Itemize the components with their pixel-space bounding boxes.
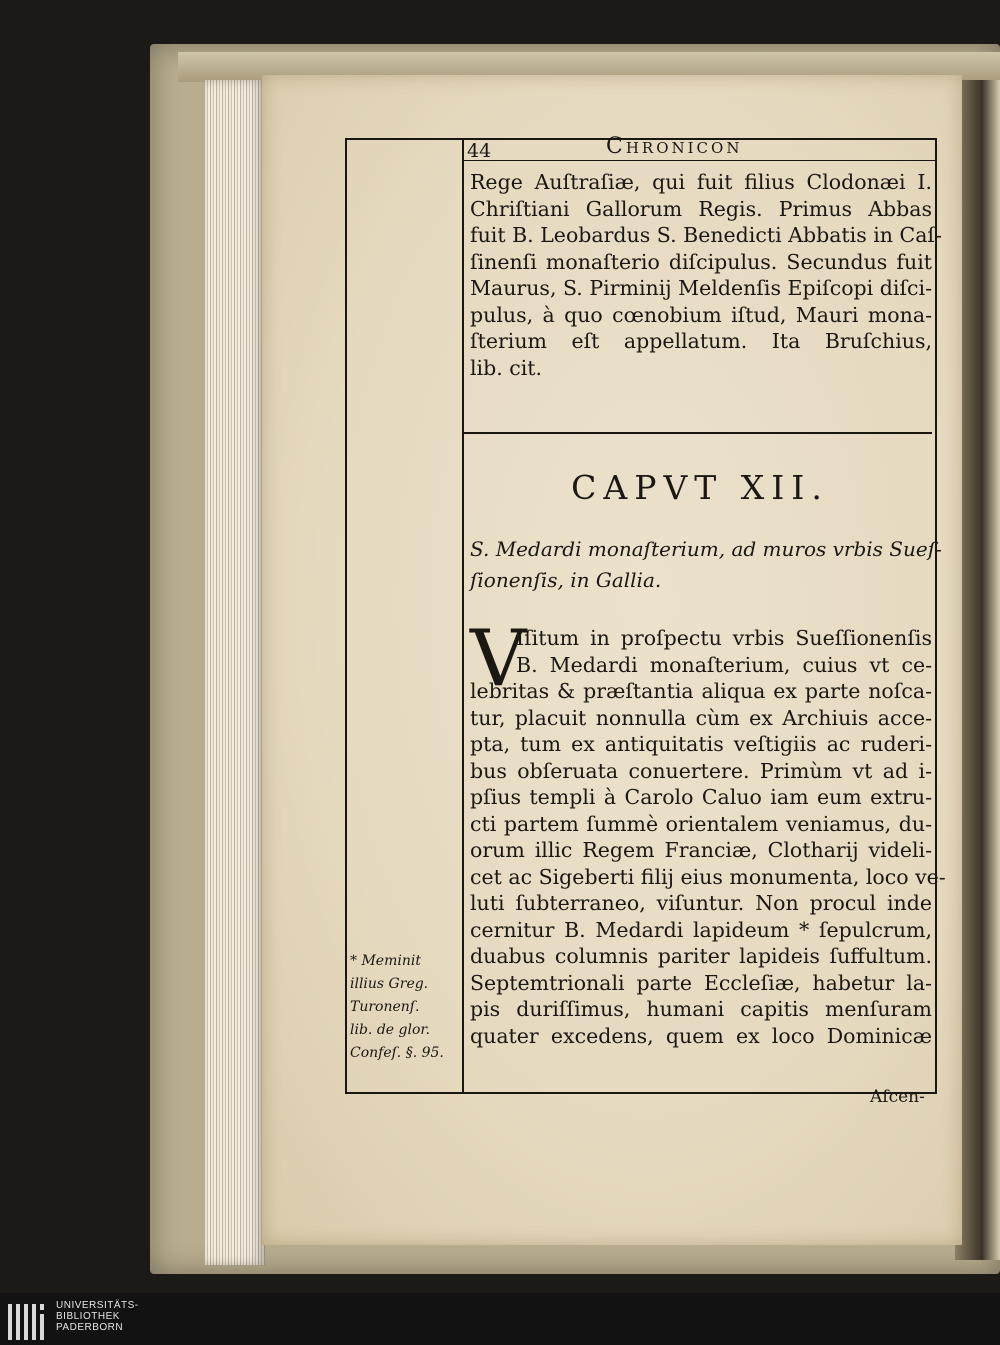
text-line: orum illic Regem Franciæ, Clotharij videli-	[470, 838, 932, 862]
margin-note-line: illius Greg.	[350, 976, 429, 992]
text-line: cet ac Sigeberti filij eius monumenta, loco ve-	[470, 864, 946, 889]
library-footer-bar	[0, 1293, 1000, 1345]
chapter-subtitle-line: ſionenſis, in Gallia.	[470, 568, 662, 592]
text-line: Chriſtiani Gallorum Regis. Primus Abbas	[470, 196, 932, 221]
library-logo-icon	[8, 1300, 52, 1340]
text-line: B. Medardi monaſterium, cuius vt ce-	[516, 652, 932, 677]
text-line: cti partem ſummè orientalem veniamus, du-	[470, 811, 932, 836]
text-line: lebritas & præſtantia aliqua ex parte noſca-	[470, 679, 932, 703]
margin-note-line: lib. de glor.	[350, 1022, 430, 1038]
text-line: pta, tum ex antiquitatis veſtigiis ac ruderi-	[470, 732, 932, 756]
header-rule	[462, 160, 935, 161]
text-line: tur, placuit nonnulla cùm ex Archiuis acce-	[470, 705, 932, 730]
page-number: 44	[467, 140, 492, 162]
margin-note-line: Turonenſ.	[350, 999, 420, 1015]
text-line: lib. cit.	[470, 355, 543, 380]
chapter-title: CAPVT XII.	[571, 468, 829, 507]
text-line: fuit B. Leobardus S. Benedicti Abbatis in Caſ-	[470, 223, 942, 247]
frame-rule-bottom	[345, 1092, 937, 1094]
chapter-subtitle-line: S. Medardi monaſterium, ad muros vrbis Sueſ-	[470, 537, 942, 561]
page-stack-edge	[205, 80, 265, 1265]
text-line: pſius templi à Carolo Caluo iam eum extru-	[470, 785, 932, 809]
frame-rule-right	[935, 138, 937, 1093]
margin-note-line: Confeſ. §. 95.	[350, 1045, 444, 1061]
text-line: bus obſeruata conuertere. Primùm vt ad i-	[470, 758, 932, 783]
text-line: luti ſubterraneo, viſuntur. Non procul inde	[470, 891, 932, 915]
margin-column-rule	[462, 138, 464, 1093]
text-line: duabus columnis pariter lapideis ſuffultum.	[470, 944, 932, 968]
text-line: ſinenſi monaſterio diſcipulus. Secundus fuit	[470, 249, 932, 274]
text-line: Maurus, S. Pirminij Meldenſis Epiſcopi diſci-	[470, 276, 932, 300]
library-name-line: BIBLIOTHEK	[56, 1311, 120, 1322]
catchword: Aſcen-	[870, 1087, 925, 1107]
text-line: Rege Auſtraſiæ, qui fuit filius Clodonæi I.	[470, 170, 932, 194]
text-line: cernitur B. Medardi lapideum * ſepulcrum,	[470, 917, 932, 942]
text-line: Iſitum in proſpectu vrbis Sueſſionenſis	[516, 626, 932, 650]
margin-note-line: * Meminit	[350, 953, 421, 969]
running-head: Chronicon	[606, 134, 743, 159]
text-line: quater excedens, quem ex loco Dominicæ	[470, 1023, 932, 1048]
text-line: pulus, à quo cœnobium iſtud, Mauri mona-	[470, 302, 932, 327]
drop-capital: V	[470, 614, 527, 704]
library-name-line: UNIVERSITÄTS-	[56, 1300, 139, 1311]
frame-rule-left	[345, 138, 347, 1093]
library-name-line: PADERBORN	[56, 1322, 124, 1333]
text-line: ſterium eſt appellatum. Ita Bruſchius,	[470, 329, 932, 353]
text-line: Septemtrionali parte Eccleſiæ, habetur la-	[470, 970, 932, 995]
section-divider	[464, 432, 932, 434]
text-line: pis duriſſimus, humani capitis menſuram	[470, 997, 932, 1021]
